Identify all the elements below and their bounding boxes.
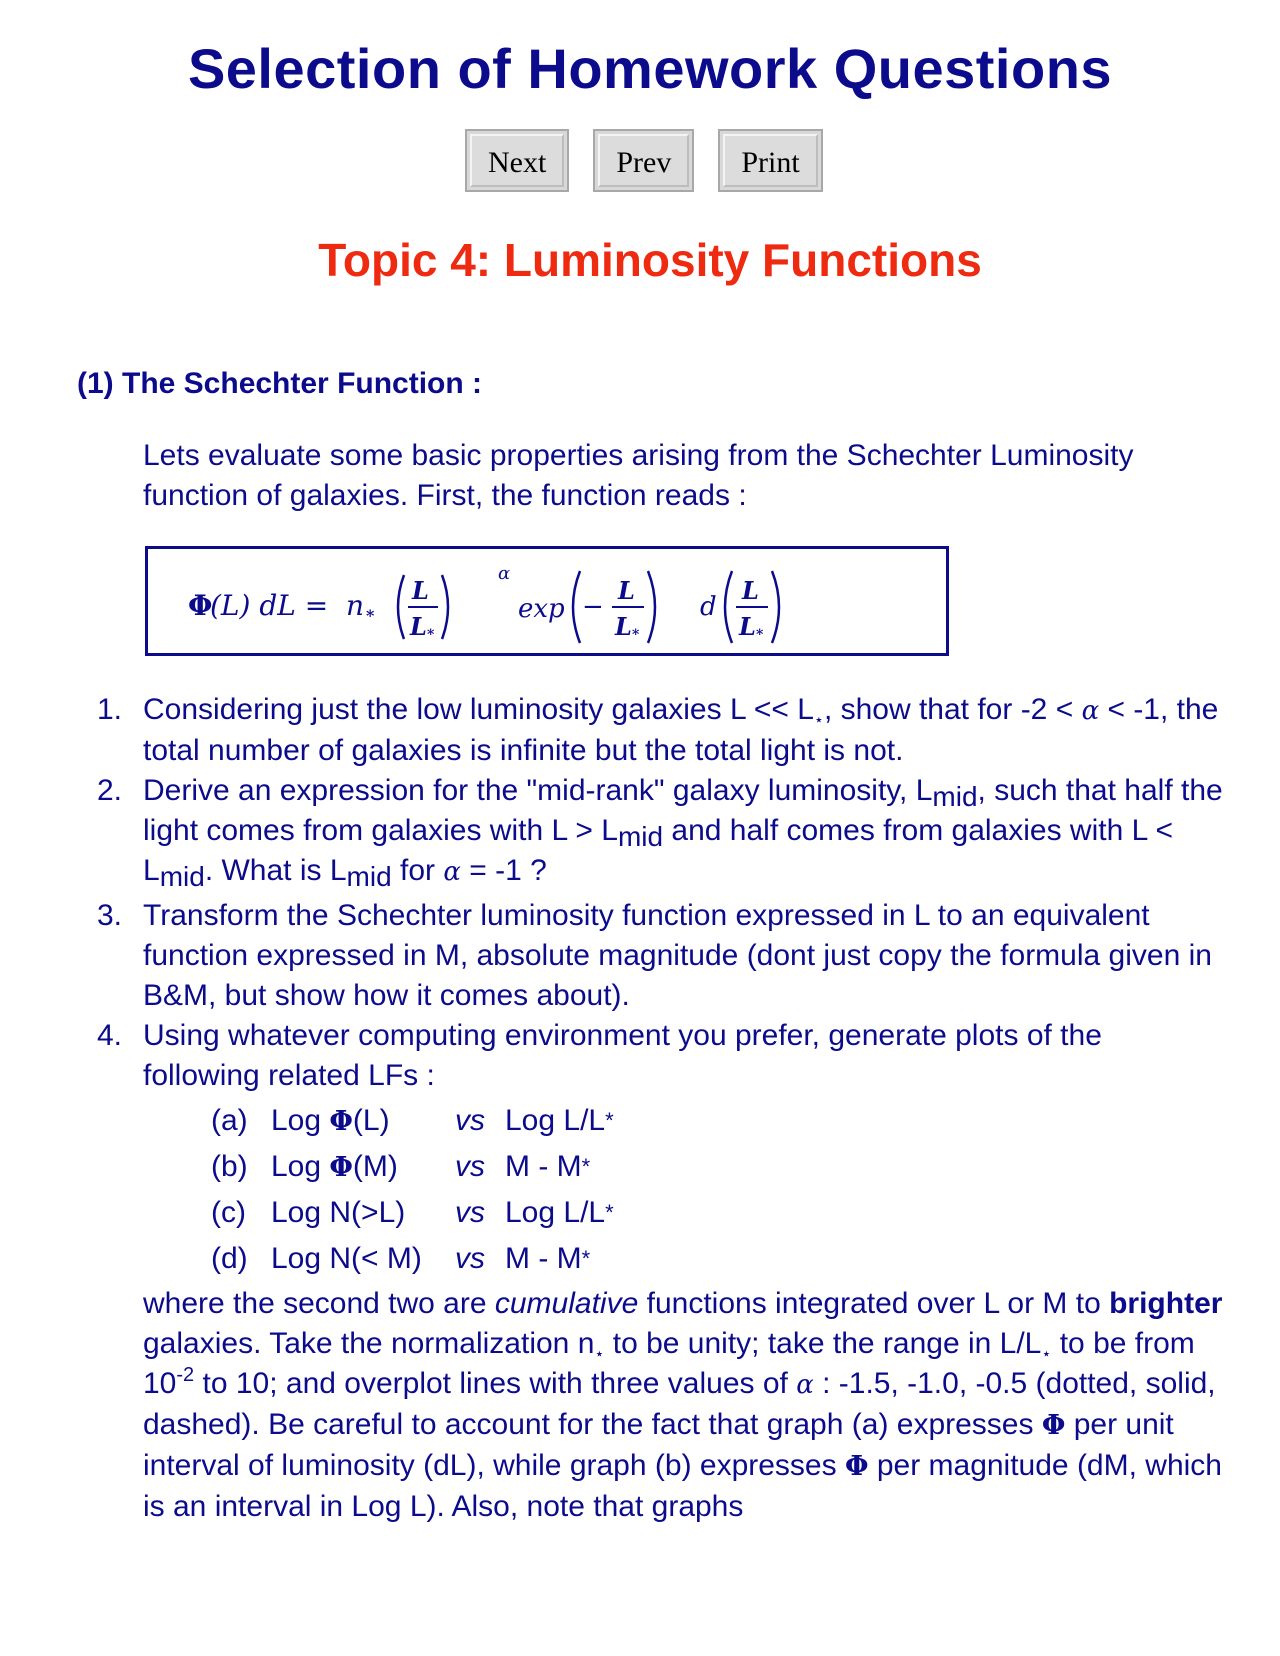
plot-label: (d)	[211, 1242, 248, 1275]
closing-text: where the second two are	[143, 1287, 495, 1320]
paren-right-1	[442, 575, 448, 639]
plot-list	[211, 1098, 1223, 1282]
frac1-den: L	[410, 612, 427, 641]
plot-y-axis	[271, 1193, 455, 1233]
plot-x-text: M - M	[505, 1150, 582, 1183]
plot-y-axis	[271, 1239, 455, 1279]
phi-symbol: Φ	[329, 1151, 353, 1183]
question-number: 2.	[97, 774, 123, 807]
plot-y-axis	[271, 1147, 455, 1188]
plot-vs: vs	[455, 1150, 485, 1183]
frac1-num: L	[412, 576, 429, 605]
plot-vs: vs	[455, 1242, 485, 1275]
plot-vs: vs	[455, 1104, 485, 1137]
question-4	[97, 1016, 1223, 1527]
plot-item-b	[211, 1144, 1223, 1190]
plot-item-a	[211, 1098, 1223, 1144]
plot-x-text: Log L/L	[505, 1196, 606, 1229]
plot-y-pre: Log N(>L)	[271, 1196, 406, 1229]
schechter-formula	[145, 546, 949, 656]
plot-x-text: M - M	[505, 1242, 582, 1275]
phi-symbol: Φ	[1041, 1410, 1066, 1441]
l-star-symbol: ⋆	[813, 712, 824, 729]
formula-n: n	[346, 589, 365, 622]
plot-label: (a)	[211, 1104, 248, 1137]
plot-x-axis	[505, 1147, 590, 1187]
print-button[interactable]	[718, 129, 822, 192]
mid-subscript: mid	[617, 821, 664, 852]
q3-text: Transform the Schechter luminosity function expressed in L to an equivalent function expressed in M, absolute magnitude (dont just copy the formula given in B&M, but show how it comes about).	[143, 899, 1212, 1012]
topic-heading: Topic 4: Luminosity Functions	[318, 234, 982, 286]
question-number: 4.	[97, 1019, 123, 1052]
formula-d: d	[700, 592, 717, 622]
nav-buttons	[465, 129, 823, 192]
q1-text-c: < -1, the total number of galaxies is infinite but the total light is not.	[143, 693, 1219, 767]
formula-exp: exp	[518, 594, 565, 624]
intro-paragraph: Lets evaluate some basic properties arising from the Schechter Luminosity function of galaxies. First, the function reads :	[143, 439, 1134, 512]
plot-y-pre: Log	[271, 1103, 330, 1137]
paren-right-2	[648, 571, 655, 643]
plot-vs: vs	[455, 1196, 485, 1229]
closing-text: galaxies. Take the normalization n	[143, 1327, 595, 1360]
q2-text-f: = -1 ?	[460, 854, 547, 887]
frac3-den: L	[739, 612, 756, 641]
q2-text-a: Derive an expression for the "mid-rank" galaxy luminosity, L	[143, 774, 933, 807]
closing-text: to 10; and overplot lines with three values of	[194, 1367, 797, 1400]
q4-closing-paragraph	[143, 1284, 1223, 1527]
print-button-label: Print	[723, 134, 817, 187]
paren-left-3	[725, 571, 732, 643]
closing-text: to be unity; take the range in L/L	[604, 1327, 1042, 1360]
frac2-den-star: *	[632, 627, 640, 643]
formula-minus: −	[582, 592, 604, 622]
star-symbol: *	[581, 1154, 591, 1179]
plot-y-post: (L)	[352, 1103, 390, 1137]
page-title: Selection of Homework Questions	[187, 37, 1113, 100]
mid-subscript: mid	[159, 861, 205, 892]
question-2	[97, 771, 1223, 892]
formula-n-star: *	[366, 606, 375, 625]
closing-text: functions integrated over L or M to	[638, 1287, 1110, 1320]
q1-text-b: , show that for -2 <	[823, 693, 1082, 726]
alpha-symbol: α	[1081, 696, 1100, 726]
q1-text-a: Considering just the low luminosity galaxies L << L	[143, 693, 814, 726]
question-3	[97, 896, 1223, 1016]
section-heading: (1) The Schechter Function :	[77, 367, 483, 400]
next-button-label: Next	[470, 134, 564, 187]
question-number: 3.	[97, 899, 123, 932]
alpha-symbol: α	[796, 1370, 814, 1400]
plot-y-pre: Log	[271, 1149, 330, 1183]
q2-text-b: , such that half the light comes from galaxies with L > L	[143, 774, 1223, 847]
plot-x-axis	[505, 1193, 614, 1233]
closing-text: : -1.5, -1.0, -0.5 (dotted, solid, dashed). Be careful to account for the fact that graph (a) expresses	[143, 1367, 1216, 1441]
n-star-symbol: ⋆	[594, 1346, 605, 1363]
formula-alpha: α	[498, 563, 511, 584]
plot-x-text: Log L/L	[505, 1104, 606, 1137]
plot-y-pre: Log N(< M)	[271, 1242, 422, 1275]
paren-right-3	[772, 571, 779, 643]
closing-bold: brighter	[1109, 1287, 1223, 1320]
q4-intro: Using whatever computing environment you prefer, generate plots of the following related LFs :	[143, 1019, 1102, 1092]
plot-label: (c)	[211, 1196, 246, 1229]
alpha-symbol: α	[443, 857, 461, 887]
closing-text: to be from 10	[143, 1327, 1195, 1400]
question-list	[97, 690, 1223, 1527]
prev-button[interactable]	[593, 129, 694, 192]
exponent: -2	[176, 1364, 195, 1386]
frac1-den-star: *	[427, 627, 435, 643]
closing-text: per magnitude (dM, which is an interval in Log L). Also, note that graphs	[143, 1449, 1222, 1523]
star-symbol: *	[605, 1108, 614, 1133]
q2-text-d: . What is L	[204, 854, 347, 887]
star-symbol: *	[605, 1200, 614, 1225]
phi-symbol: Φ	[329, 1105, 353, 1137]
frac2-den: L	[615, 612, 632, 641]
frac3-num: L	[742, 576, 759, 605]
question-number: 1.	[97, 693, 123, 726]
frac3-den-star: *	[756, 627, 764, 643]
plot-y-post: (M)	[352, 1149, 398, 1183]
paren-left-2	[573, 571, 580, 643]
plot-y-axis	[271, 1101, 455, 1142]
l-star-symbol: ⋆	[1041, 1346, 1052, 1363]
phi-symbol: Φ	[844, 1451, 869, 1482]
plot-item-c	[211, 1190, 1223, 1236]
next-button[interactable]	[465, 129, 569, 192]
formula-lhs: (L) dL =	[210, 589, 329, 622]
frac2-num: L	[618, 576, 635, 605]
plot-x-axis	[505, 1239, 590, 1279]
paren-left-1	[398, 575, 404, 639]
prev-button-label: Prev	[598, 134, 689, 187]
star-symbol: *	[581, 1246, 591, 1271]
plot-label: (b)	[211, 1150, 248, 1183]
formula-phi: Φ	[188, 589, 213, 622]
q2-text-e: for	[391, 854, 444, 887]
plot-item-d	[211, 1236, 1223, 1282]
closing-italic: cumulative	[494, 1287, 639, 1320]
plot-x-axis	[505, 1101, 614, 1141]
mid-subscript: mid	[346, 861, 392, 892]
question-1	[97, 690, 1223, 771]
closing-text: per unit interval of luminosity (dL), while graph (b) expresses	[143, 1408, 1174, 1482]
mid-subscript: mid	[932, 781, 978, 812]
q2-text-c: and half comes from galaxies with L < L	[143, 814, 1174, 887]
